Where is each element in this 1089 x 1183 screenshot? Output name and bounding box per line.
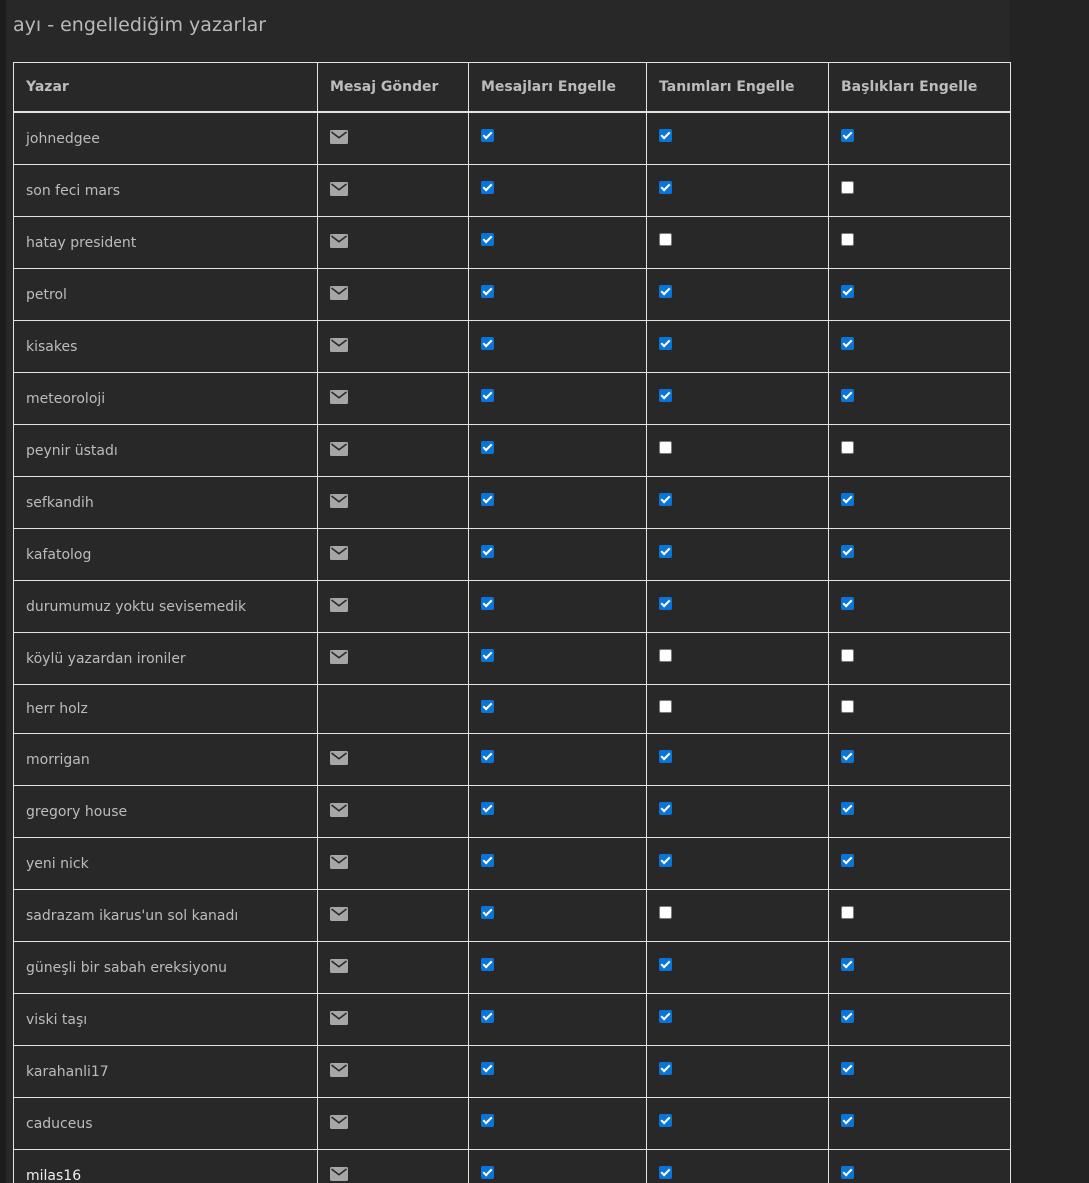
block-messages-checkbox[interactable] [481,233,494,246]
send-message-cell [318,942,469,994]
block-entries-checkbox[interactable] [659,285,672,298]
block-messages-checkbox[interactable] [481,649,494,662]
block-messages-checkbox[interactable] [481,441,494,454]
block-messages-checkbox[interactable] [481,1062,494,1075]
block-topics-cell [829,321,1011,373]
block-messages-checkbox[interactable] [481,802,494,815]
block-entries-cell [647,890,829,942]
table-row [14,425,1011,477]
block-entries-cell [647,1098,829,1150]
table-row [14,942,1011,994]
table-row [14,734,1011,786]
block-messages-cell [469,217,647,269]
table-row [14,581,1011,633]
envelope-icon[interactable] [330,1011,348,1029]
send-message-cell [318,994,469,1046]
block-topics-cell [829,217,1011,269]
block-topics-checkbox[interactable] [841,802,854,815]
table-row [14,321,1011,373]
table-row [14,1046,1011,1098]
envelope-icon[interactable] [330,1167,348,1183]
table-row [14,1150,1011,1183]
block-topics-checkbox[interactable] [841,597,854,610]
block-topics-checkbox[interactable] [841,389,854,402]
author-name: durumumuz yoktu sevisemedik [14,581,318,633]
block-topics-cell [829,1150,1011,1183]
envelope-icon[interactable] [330,803,348,821]
block-entries-checkbox[interactable] [659,597,672,610]
author-name: sadrazam ikarus'un sol kanadı [14,890,318,942]
block-messages-cell [469,1046,647,1098]
block-messages-cell [469,373,647,425]
block-messages-cell [469,321,647,373]
block-entries-checkbox[interactable] [659,1062,672,1075]
block-topics-checkbox[interactable] [841,441,854,454]
block-messages-checkbox[interactable] [481,958,494,971]
author-name: yeni nick [14,838,318,890]
block-messages-checkbox[interactable] [481,493,494,506]
block-messages-cell [469,633,647,685]
block-topics-checkbox[interactable] [841,1062,854,1075]
block-messages-checkbox[interactable] [481,1114,494,1127]
block-entries-cell [647,994,829,1046]
block-entries-cell [647,1150,829,1183]
block-topics-cell [829,581,1011,633]
block-entries-checkbox[interactable] [659,1114,672,1127]
block-entries-checkbox[interactable] [659,649,672,662]
send-message-cell [318,477,469,529]
author-name: son feci mars [14,165,318,217]
author-name: gregory house [14,786,318,838]
send-message-cell [318,838,469,890]
send-message-cell [318,1046,469,1098]
table-row [14,890,1011,942]
block-messages-cell [469,165,647,217]
block-entries-checkbox[interactable] [659,750,672,763]
block-entries-cell [647,633,829,685]
block-messages-checkbox[interactable] [481,337,494,350]
block-topics-checkbox[interactable] [841,493,854,506]
right-margin [1010,0,1089,1183]
table-row [14,994,1011,1046]
block-entries-checkbox[interactable] [659,493,672,506]
block-messages-checkbox[interactable] [481,285,494,298]
block-topics-checkbox[interactable] [841,906,854,919]
send-message-cell [318,581,469,633]
send-message-cell [318,1098,469,1150]
send-message-cell [318,112,469,165]
block-topics-cell [829,1098,1011,1150]
send-message-cell [318,217,469,269]
block-entries-checkbox[interactable] [659,1166,672,1179]
block-messages-cell [469,1098,647,1150]
block-entries-cell [647,529,829,581]
table-row [14,373,1011,425]
envelope-icon[interactable] [330,1115,348,1133]
envelope-icon[interactable] [330,130,348,148]
envelope-icon[interactable] [330,546,348,564]
block-entries-cell [647,1046,829,1098]
block-entries-checkbox[interactable] [659,700,672,713]
block-entries-cell [647,942,829,994]
block-messages-cell [469,685,647,734]
block-topics-checkbox[interactable] [841,750,854,763]
send-message-cell [318,529,469,581]
envelope-icon[interactable] [330,751,348,769]
block-messages-cell [469,112,647,165]
block-messages-cell [469,529,647,581]
block-topics-checkbox[interactable] [841,129,854,142]
block-entries-checkbox[interactable] [659,802,672,815]
block-topics-cell [829,734,1011,786]
block-entries-checkbox[interactable] [659,181,672,194]
block-topics-cell [829,633,1011,685]
author-name: caduceus [14,1098,318,1150]
block-topics-cell [829,685,1011,734]
block-topics-checkbox[interactable] [841,1166,854,1179]
block-topics-checkbox[interactable] [841,233,854,246]
table-header-row [14,63,1011,113]
block-entries-checkbox[interactable] [659,337,672,350]
table-row [14,477,1011,529]
table-row [14,529,1011,581]
block-entries-checkbox[interactable] [659,1010,672,1023]
table-row [14,685,1011,734]
envelope-icon[interactable] [330,907,348,925]
envelope-icon[interactable] [330,234,348,252]
block-messages-cell [469,786,647,838]
block-messages-checkbox[interactable] [481,750,494,763]
block-entries-cell [647,581,829,633]
envelope-icon[interactable] [330,959,348,977]
send-message-cell [318,373,469,425]
envelope-icon[interactable] [330,1063,348,1081]
block-topics-checkbox[interactable] [841,958,854,971]
header-block-topics: Başlıkları Engelle [829,63,1011,113]
block-entries-cell [647,477,829,529]
envelope-icon[interactable] [330,650,348,668]
block-entries-checkbox[interactable] [659,389,672,402]
envelope-icon[interactable] [330,338,348,356]
block-topics-cell [829,890,1011,942]
send-message-cell [318,734,469,786]
block-entries-cell [647,217,829,269]
page-title: ayı - engellediğim yazarlar [13,14,267,36]
header-author: Yazar [14,63,318,113]
block-messages-checkbox[interactable] [481,1166,494,1179]
block-entries-cell [647,112,829,165]
block-topics-cell [829,269,1011,321]
block-topics-cell [829,477,1011,529]
table-row [14,838,1011,890]
block-messages-checkbox[interactable] [481,181,494,194]
block-topics-cell [829,425,1011,477]
block-entries-checkbox[interactable] [659,958,672,971]
table-row [14,1098,1011,1150]
block-topics-checkbox[interactable] [841,854,854,867]
block-messages-checkbox[interactable] [481,700,494,713]
envelope-icon[interactable] [330,390,348,408]
table-row [14,269,1011,321]
block-messages-checkbox[interactable] [481,1010,494,1023]
send-message-cell [318,269,469,321]
blocked-authors-table [13,62,1011,1183]
block-entries-checkbox[interactable] [659,906,672,919]
block-topics-checkbox[interactable] [841,1114,854,1127]
block-messages-cell [469,942,647,994]
send-message-cell [318,685,469,734]
block-entries-cell [647,734,829,786]
block-entries-cell [647,786,829,838]
author-name: petrol [14,269,318,321]
send-message-cell [318,425,469,477]
block-entries-checkbox[interactable] [659,545,672,558]
block-topics-cell [829,786,1011,838]
author-name: morrigan [14,734,318,786]
author-name: karahanli17 [14,1046,318,1098]
envelope-icon[interactable] [330,286,348,304]
header-block-messages: Mesajları Engelle [469,63,647,113]
block-topics-cell [829,1046,1011,1098]
block-entries-cell [647,373,829,425]
block-topics-cell [829,112,1011,165]
block-messages-cell [469,425,647,477]
author-name: köylü yazardan ironiler [14,633,318,685]
table-row [14,112,1011,165]
author-name: viski taşı [14,994,318,1046]
block-messages-checkbox[interactable] [481,906,494,919]
envelope-icon[interactable] [330,494,348,512]
author-name: kafatolog [14,529,318,581]
block-topics-checkbox[interactable] [841,700,854,713]
block-topics-checkbox[interactable] [841,181,854,194]
block-messages-cell [469,890,647,942]
table-body [14,112,1011,1183]
block-messages-cell [469,269,647,321]
envelope-icon[interactable] [330,442,348,460]
author-name: kisakes [14,321,318,373]
send-message-cell [318,890,469,942]
author-name: herr holz [14,685,318,734]
block-messages-checkbox[interactable] [481,597,494,610]
block-entries-checkbox[interactable] [659,854,672,867]
block-topics-checkbox[interactable] [841,649,854,662]
table-row [14,165,1011,217]
block-messages-checkbox[interactable] [481,545,494,558]
send-message-cell [318,1150,469,1183]
block-topics-checkbox[interactable] [841,545,854,558]
author-name: güneşli bir sabah ereksiyonu [14,942,318,994]
block-topics-cell [829,942,1011,994]
block-topics-checkbox[interactable] [841,1010,854,1023]
block-entries-checkbox[interactable] [659,129,672,142]
block-messages-cell [469,1150,647,1183]
block-messages-cell [469,477,647,529]
author-name: milas16 [14,1150,318,1183]
send-message-cell [318,786,469,838]
author-name: peynir üstadı [14,425,318,477]
block-topics-checkbox[interactable] [841,285,854,298]
header-block-entries: Tanımları Engelle [647,63,829,113]
block-messages-cell [469,581,647,633]
block-entries-cell [647,165,829,217]
block-messages-checkbox[interactable] [481,854,494,867]
table-row [14,633,1011,685]
block-messages-cell [469,734,647,786]
send-message-cell [318,633,469,685]
block-topics-cell [829,838,1011,890]
author-name: johnedgee [14,112,318,165]
block-messages-checkbox[interactable] [481,129,494,142]
table-row [14,786,1011,838]
send-message-cell [318,165,469,217]
block-entries-checkbox[interactable] [659,441,672,454]
block-topics-cell [829,529,1011,581]
envelope-icon[interactable] [330,855,348,873]
envelope-icon[interactable] [330,598,348,616]
envelope-icon[interactable] [330,182,348,200]
table-row [14,217,1011,269]
block-entries-cell [647,321,829,373]
header-send-message: Mesaj Gönder [318,63,469,113]
block-messages-checkbox[interactable] [481,389,494,402]
author-name: hatay president [14,217,318,269]
block-entries-cell [647,425,829,477]
block-entries-cell [647,838,829,890]
block-messages-cell [469,994,647,1046]
send-message-cell [318,321,469,373]
block-entries-cell [647,685,829,734]
block-topics-checkbox[interactable] [841,337,854,350]
block-entries-checkbox[interactable] [659,233,672,246]
block-messages-cell [469,838,647,890]
block-topics-cell [829,994,1011,1046]
block-topics-cell [829,373,1011,425]
block-topics-cell [829,165,1011,217]
author-name: sefkandih [14,477,318,529]
block-entries-cell [647,269,829,321]
author-name: meteoroloji [14,373,318,425]
